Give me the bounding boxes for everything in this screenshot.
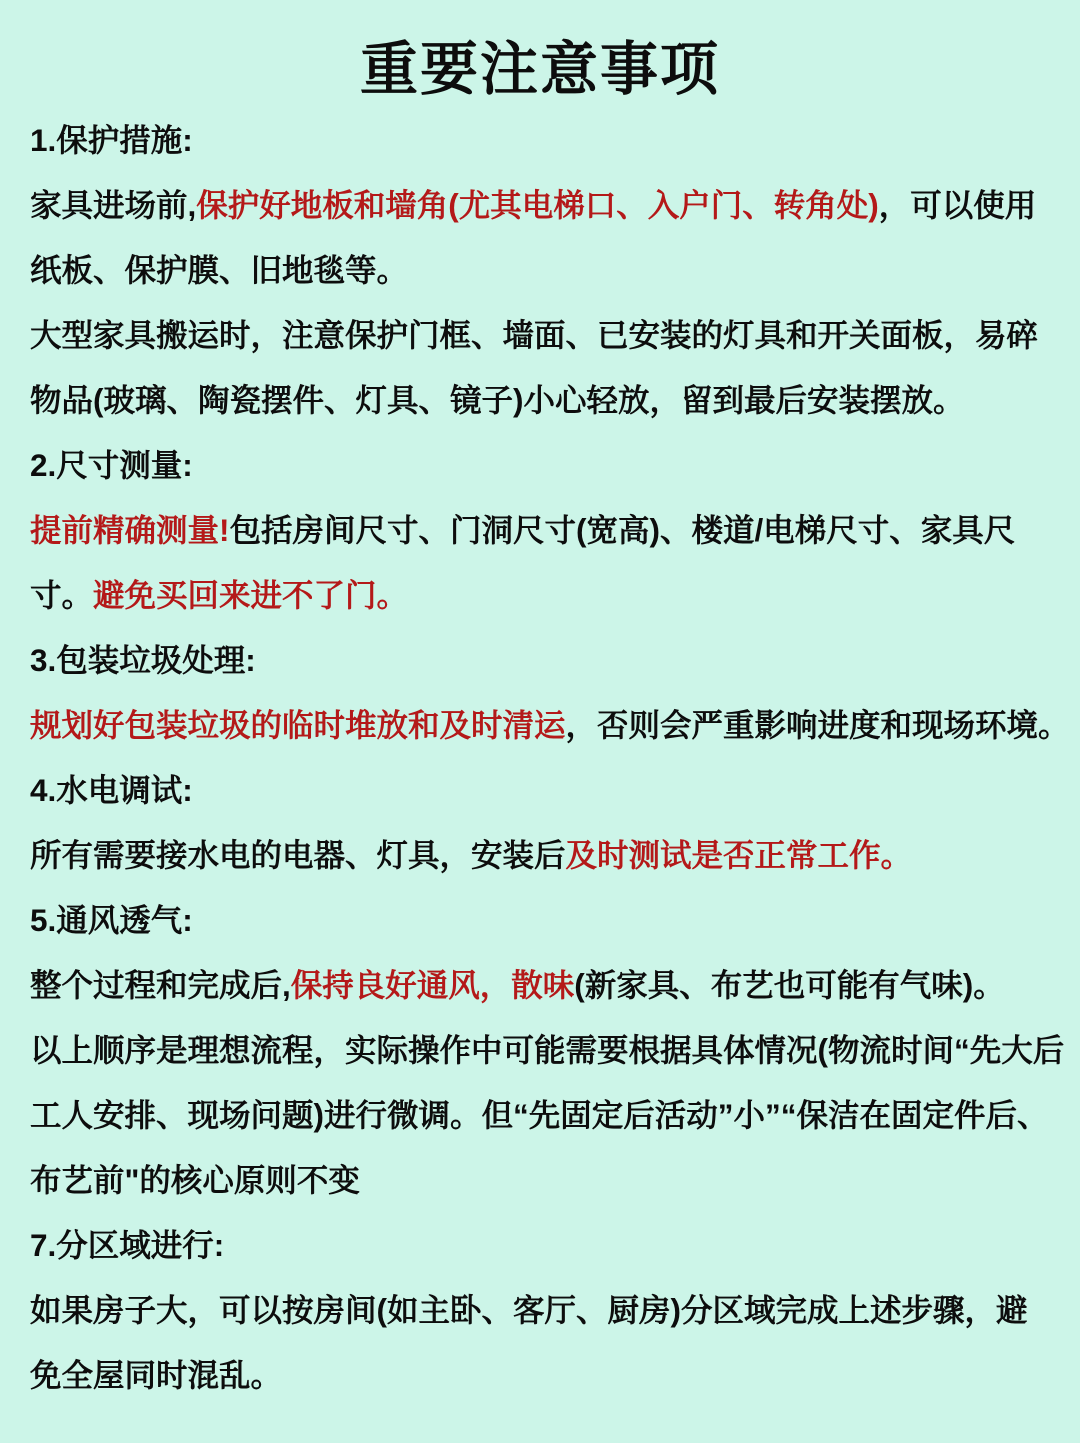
body-text: 如果房子大，可以按房间(如主卧、客厅、厨房)分区域完成上述步骤，避 <box>30 1292 1028 1328</box>
text-line <box>30 496 1050 561</box>
body-text: 大型家具搬运时，注意保护门框、墙面、已安装的灯具和开关面板，易碎 <box>30 317 1039 353</box>
body-text: 物品(玻璃、陶瓷摆件、灯具、镜子)小心轻放，留到最后安装摆放。 <box>30 382 965 418</box>
body-text: 包括房间尺寸、门洞尺寸(宽高)、楼道/电梯尺寸、家具尺 <box>229 512 1016 548</box>
highlighted-text: 保持良好通风，散味 <box>290 967 575 1003</box>
body-text: 5.通风透气: <box>30 902 193 938</box>
body-text: 整个过程和完成后, <box>30 967 291 1003</box>
text-line <box>30 171 1050 236</box>
body-text: 寸。 <box>30 577 94 613</box>
body-text: 纸板、保护膜、旧地毯等。 <box>30 252 409 288</box>
text-line <box>30 821 1050 886</box>
body-text: 布艺前"的核心原则不变 <box>30 1162 360 1198</box>
text-line <box>30 1016 1065 1081</box>
body-text: 免全屋同时混乱。 <box>30 1357 283 1393</box>
text-line <box>30 756 1050 821</box>
body-text: ，可以使用 <box>878 187 1037 223</box>
text-line <box>30 1081 1050 1146</box>
text-line <box>30 626 1050 691</box>
body-text: 2.尺寸测量: <box>30 447 193 483</box>
text-line <box>30 951 1050 1016</box>
text-line <box>30 366 1050 431</box>
text-line <box>30 1341 1050 1406</box>
body-text: 家具进场前, <box>30 187 197 223</box>
highlighted-text: 避免买回来进不了门。 <box>93 577 409 613</box>
body-text: 以上顺序是理想流程，实际操作中可能需要根据具体情况(物流时间“先大后 <box>30 1032 1065 1068</box>
text-line <box>30 1276 1050 1341</box>
highlighted-text: 提前精确测量! <box>30 512 230 548</box>
text-line <box>30 1211 1050 1276</box>
highlighted-text: 保护好地板和墙角(尤其电梯口、入户门、转角处) <box>196 187 879 223</box>
text-line <box>30 691 1070 756</box>
body-text: 1.保护措施: <box>30 122 193 158</box>
highlighted-text: 及时测试是否正常工作。 <box>565 837 913 873</box>
text-line <box>30 431 1050 496</box>
highlighted-text: 规划好包装垃圾的临时堆放和及时清运 <box>30 707 566 743</box>
body-text: 7.分区域进行: <box>30 1227 225 1263</box>
body-text: 3.包装垃圾处理: <box>30 642 256 678</box>
text-line <box>30 1146 1050 1211</box>
text-line <box>30 301 1050 366</box>
body-text: (新家具、布艺也可能有气味)。 <box>574 967 1005 1003</box>
text-line <box>30 236 1050 301</box>
text-line <box>30 886 1050 951</box>
text-line <box>30 106 1050 171</box>
body-text: ，否则会严重影响进度和现场环境。 <box>565 707 1070 743</box>
body-text: 所有需要接水电的电器、灯具，安装后 <box>30 837 566 873</box>
body-text: 4.水电调试: <box>30 772 193 808</box>
page-title: 重要注意事项 <box>359 37 720 102</box>
body-text: 工人安排、现场问题)进行微调。但“先固定后活动”小”“保洁在固定件后、 <box>30 1097 1049 1133</box>
document-body <box>30 106 1070 1406</box>
text-line <box>30 561 1050 626</box>
